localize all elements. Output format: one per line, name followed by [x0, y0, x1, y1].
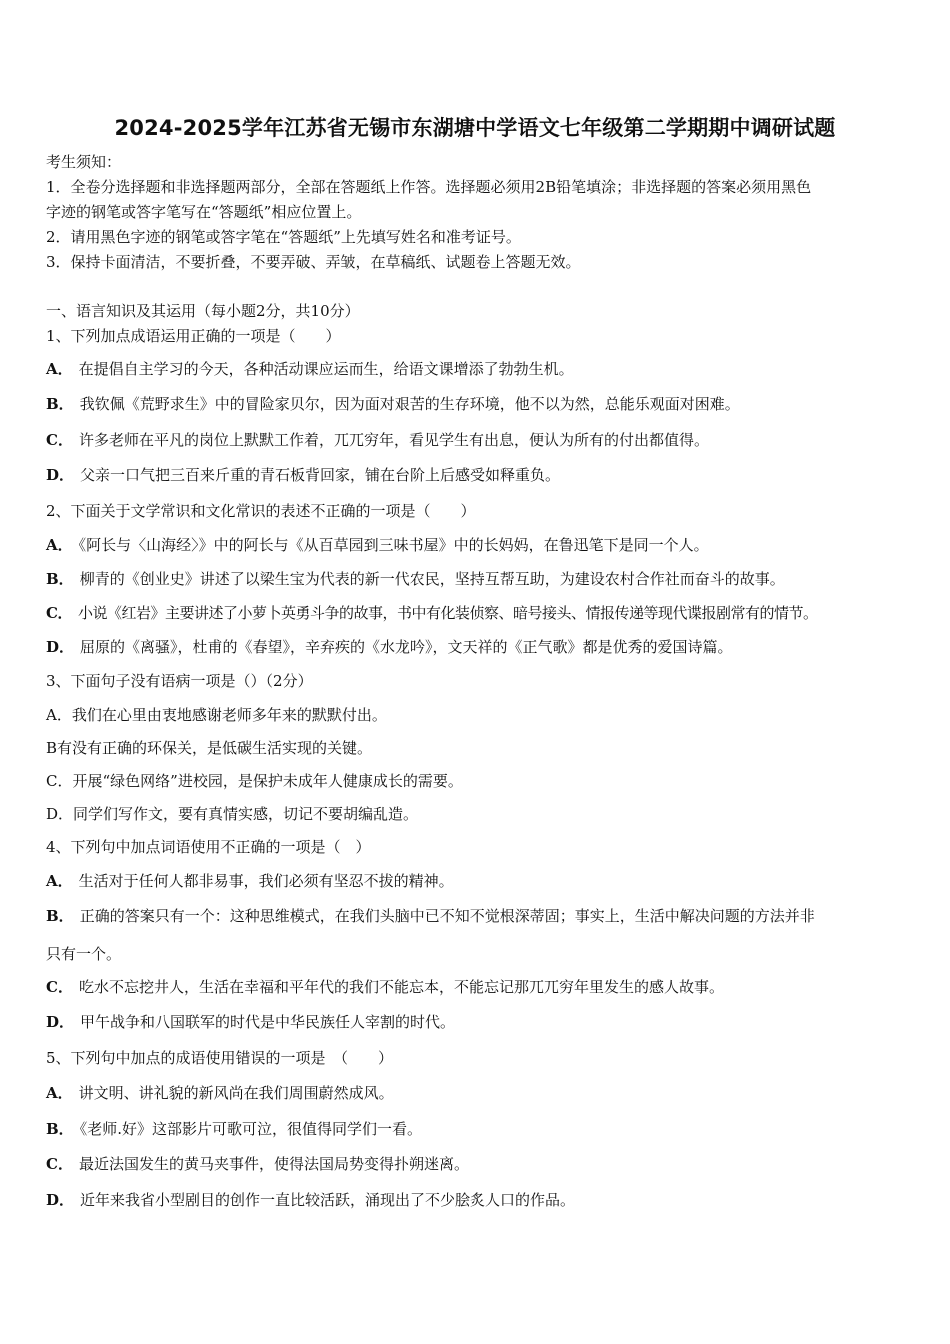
question-stem: 2、下面关于文学常识和文化常识的表述不正确的一项是（ ） — [46, 502, 476, 520]
option[interactable] — [46, 535, 916, 555]
section-heading: 一、语言知识及其运用（每小题2分，共10分） — [46, 302, 360, 320]
option[interactable] — [46, 637, 916, 657]
option-text: 柳青的《创业史》讲述了以梁生宝为代表的新一代农民，坚持互帮互助，为建设农村合作社而奋斗的故事。 — [79, 570, 785, 588]
option-letter: B． — [46, 1120, 74, 1138]
notice-item: 字迹的钢笔或答字笔写在“答题纸”相应位置上。 — [46, 203, 362, 221]
question-stem: 4、下列句中加点词语使用不正确的一项是（ ） — [46, 838, 371, 856]
option-text: 在提倡自主学习的今天，各种活动课应运而生，给语文课增添了勃勃生机。 — [78, 360, 574, 378]
option-letter: A． — [46, 360, 73, 378]
option[interactable] — [46, 1012, 916, 1032]
option-text: 《老师.好》这部影片可歌可泣，很值得同学们一看。 — [79, 1120, 422, 1138]
option-text: 屈原的《离骚》，杜甫的《春望》，辛弃疾的《水龙吟》，文天祥的《正气歌》都是优秀的爱国诗篇。 — [80, 638, 733, 656]
option-text: 许多老师在平凡的岗位上默默工作着，兀兀穷年，看见学生有出息，便认为所有的付出都值得。 — [78, 431, 709, 449]
option-text: 近年来我省小型剧目的创作一直比较活跃，涌现出了不少脍炙人口的作品。 — [80, 1191, 576, 1209]
question-stem: 1、下列加点成语运用正确的一项是（ ） — [46, 327, 341, 345]
option-letter: C． — [46, 978, 73, 996]
option-text: 吃水不忘挖井人，生活在幸福和平年代的我们不能忘本，不能忘记那兀兀穷年里发生的感人故事。 — [78, 978, 724, 996]
option-text: 讲文明、讲礼貌的新风尚在我们周围蔚然成风。 — [78, 1084, 394, 1102]
option-letter: C． — [46, 431, 73, 449]
option-letter: B． — [46, 395, 74, 413]
page-title: 2024-2025学年江苏省无锡市东湖塘中学语文七年级第二学期期中调研试题 — [114, 116, 836, 140]
option[interactable] — [46, 359, 916, 379]
option-letter: D． — [46, 1191, 75, 1209]
option-text: 生活对于任何人都非易事，我们必须有坚忍不拔的精神。 — [78, 872, 454, 890]
option[interactable] — [46, 1190, 916, 1210]
option[interactable] — [46, 430, 916, 450]
notice-item: 1．全卷分选择题和非选择题两部分，全部在答题纸上作答。选择题必须用2B铅笔填涂；非选择题的答案必须用黑色 — [46, 178, 812, 196]
option-letter: D． — [46, 638, 75, 656]
option[interactable] — [46, 1119, 916, 1139]
option-letter: C． — [46, 1155, 73, 1173]
option[interactable] — [46, 1154, 916, 1174]
option-text: 《阿长与〈山海经〉》中的阿长与《从百草园到三味书屋》中的长妈妈，在鲁迅笔下是同一个人。 — [78, 536, 709, 554]
option[interactable] — [46, 977, 916, 997]
option-text: 正确的答案只有一个：这种思维模式，在我们头脑中已不知不觉根深蒂固；事实上，生活中解决问题的方法并非 — [79, 907, 815, 925]
option-letter: A． — [46, 872, 73, 890]
option[interactable] — [46, 1083, 916, 1103]
option-letter: C． — [46, 604, 72, 622]
option-text: 小说《红岩》主要讲述了小萝卜英勇斗争的故事，书中有化装侦察、暗号接头、情报传递等现代谍报剧常有的情节。 — [77, 604, 818, 622]
option[interactable] — [46, 465, 916, 485]
option[interactable] — [46, 871, 916, 891]
option-text: 甲午战争和八国联军的时代是中华民族任人宰割的时代。 — [80, 1013, 456, 1031]
option-letter: D． — [46, 1013, 75, 1031]
notice-item: 2．请用黑色字迹的钢笔或答字笔在“答题纸”上先填写姓名和准考证号。 — [46, 228, 521, 246]
option-text: 我钦佩《荒野求生》中的冒险家贝尔，因为面对艰苦的生存环境，他不以为然，总能乐观面对困难。 — [79, 395, 740, 413]
option[interactable]: A．我们在心里由衷地感谢老师多年来的默默付出。 — [46, 706, 387, 724]
option-letter: B． — [46, 907, 74, 925]
option-letter: A． — [46, 536, 73, 554]
option[interactable] — [46, 569, 916, 589]
option-letter: A． — [46, 1084, 73, 1102]
option-text: 最近法国发生的黄马夹事件，使得法国局势变得扑朔迷离。 — [78, 1155, 469, 1173]
option[interactable] — [46, 394, 916, 414]
option-letter: D． — [46, 466, 75, 484]
notice-item: 3．保持卡面清洁，不要折叠，不要弄破、弄皱，在草稿纸、试题卷上答题无效。 — [46, 253, 581, 271]
option-continuation: 只有一个。 — [46, 945, 122, 963]
notice-heading: 考生须知： — [46, 153, 122, 171]
option[interactable] — [46, 603, 916, 623]
option[interactable]: C．开展“绿色网络”进校园，是保护未成年人健康成长的需要。 — [46, 772, 463, 790]
option[interactable]: D．同学们写作文，要有真情实感，切记不要胡编乱造。 — [46, 805, 419, 823]
question-stem: 5、下列句中加点的成语使用错误的一项是 （ ） — [46, 1049, 394, 1067]
option-text: 父亲一口气把三百来斤重的青石板背回家，铺在台阶上后感受如释重负。 — [80, 466, 561, 484]
question-stem: 3、下面句子没有语病一项是（）（2分） — [46, 672, 313, 690]
option[interactable]: B有没有正确的环保关，是低碳生活实现的关键。 — [46, 739, 373, 757]
option-letter: B． — [46, 570, 74, 588]
option[interactable] — [46, 906, 916, 926]
